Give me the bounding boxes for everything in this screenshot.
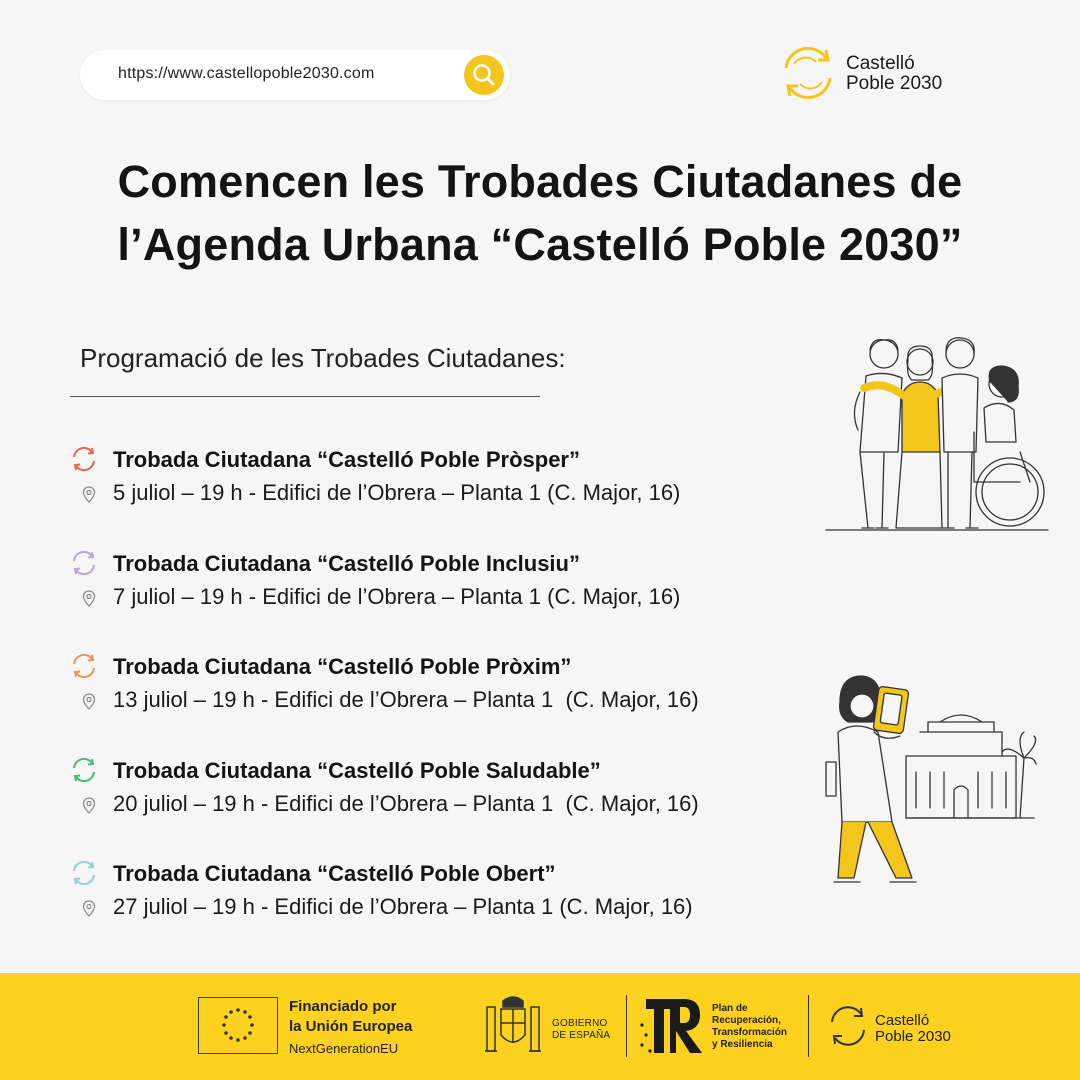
sync-icon <box>70 652 98 680</box>
event-name: Trobada Ciutadana “Castelló Poble Pròsper” <box>113 447 580 472</box>
sync-icon <box>70 859 98 887</box>
event-details: 27 juliol – 19 h - Edifici de l’Obrera – Planta 1 (C. Major, 16) <box>113 894 693 919</box>
plan-line-3: Transformación <box>712 1027 788 1038</box>
footer-brand-name <box>875 1013 951 1045</box>
footer-funding-bar <box>0 973 1080 1080</box>
divider <box>70 396 540 397</box>
event-name: Trobada Ciutadana “Castelló Poble Saludable” <box>113 758 601 783</box>
woman-tablet-illustration <box>820 672 1038 892</box>
divider <box>626 995 627 1057</box>
government-label <box>552 1018 610 1042</box>
location-pin-icon <box>82 797 96 815</box>
event-item <box>70 859 830 939</box>
cycle-logo-icon <box>825 1003 871 1049</box>
url-text: https://www.castellopoble2030.com <box>118 65 375 82</box>
event-name: Trobada Ciutadana “Castelló Poble Obert” <box>113 861 556 886</box>
event-details: 13 juliol – 19 h - Edifici de l’Obrera – Planta 1 (C. Major, 16) <box>113 687 699 712</box>
title-line-1: Comencen les Trobades Ciutadanes de <box>117 156 963 207</box>
eu-flag-icon <box>198 997 278 1054</box>
spain-coat-of-arms-icon <box>483 993 543 1059</box>
plan-line-4: y Resiliencia <box>712 1039 773 1050</box>
event-details: 5 juliol – 19 h - Edifici de l’Obrera – Planta 1 (C. Major, 16) <box>113 480 681 505</box>
eu-text-line-2: la Unión Europea <box>289 1018 413 1035</box>
plan-line-1: Plan de <box>712 1003 748 1014</box>
location-pin-icon <box>82 693 96 711</box>
gob-line-2: DE ESPAÑA <box>552 1030 611 1041</box>
event-item <box>70 756 830 836</box>
location-pin-icon <box>82 590 96 608</box>
search-icon <box>464 55 504 95</box>
search-button[interactable] <box>464 55 504 95</box>
brand-name <box>846 54 942 94</box>
url-bar[interactable] <box>80 50 510 100</box>
program-subtitle: Programació de les Trobades Ciutadanes: <box>80 343 566 373</box>
event-details: 20 juliol – 19 h - Edifici de l’Obrera – Planta 1 (C. Major, 16) <box>113 791 699 816</box>
event-item <box>70 652 830 732</box>
footer-brand-logo <box>825 1003 965 1049</box>
brand-line-2: Poble 2030 <box>846 73 943 94</box>
sync-icon <box>70 445 98 473</box>
sync-icon <box>70 549 98 577</box>
footer-brand-line-1: Castelló <box>875 1012 930 1029</box>
gob-line-1: GOBIERNO <box>552 1018 608 1029</box>
eu-text-line-1: Financiado por <box>289 998 397 1015</box>
recovery-plan-logo-icon <box>636 995 706 1057</box>
event-details: 7 juliol – 19 h - Edifici de l’Obrera – Planta 1 (C. Major, 16) <box>113 584 681 609</box>
plan-line-2: Recuperación, <box>712 1015 781 1026</box>
people-group-illustration <box>824 332 1050 536</box>
event-name: Trobada Ciutadana “Castelló Poble Pròxim” <box>113 654 572 679</box>
event-item <box>70 445 830 525</box>
eu-text-line-3: NextGenerationEU <box>289 1041 399 1056</box>
footer-brand-line-2: Poble 2030 <box>875 1028 951 1045</box>
event-name: Trobada Ciutadana “Castelló Poble Inclusiu” <box>113 551 580 576</box>
brand-line-1: Castelló <box>846 53 915 74</box>
title-line-2: l’Agenda Urbana “Castelló Poble 2030” <box>117 219 963 270</box>
sync-icon <box>70 756 98 784</box>
location-pin-icon <box>82 900 96 918</box>
divider <box>808 995 809 1057</box>
brand-logo <box>776 42 956 104</box>
recovery-plan-text <box>712 1003 787 1051</box>
page-title <box>40 150 1040 276</box>
event-item <box>70 549 830 629</box>
cycle-logo-icon <box>776 42 840 104</box>
location-pin-icon <box>82 486 96 504</box>
